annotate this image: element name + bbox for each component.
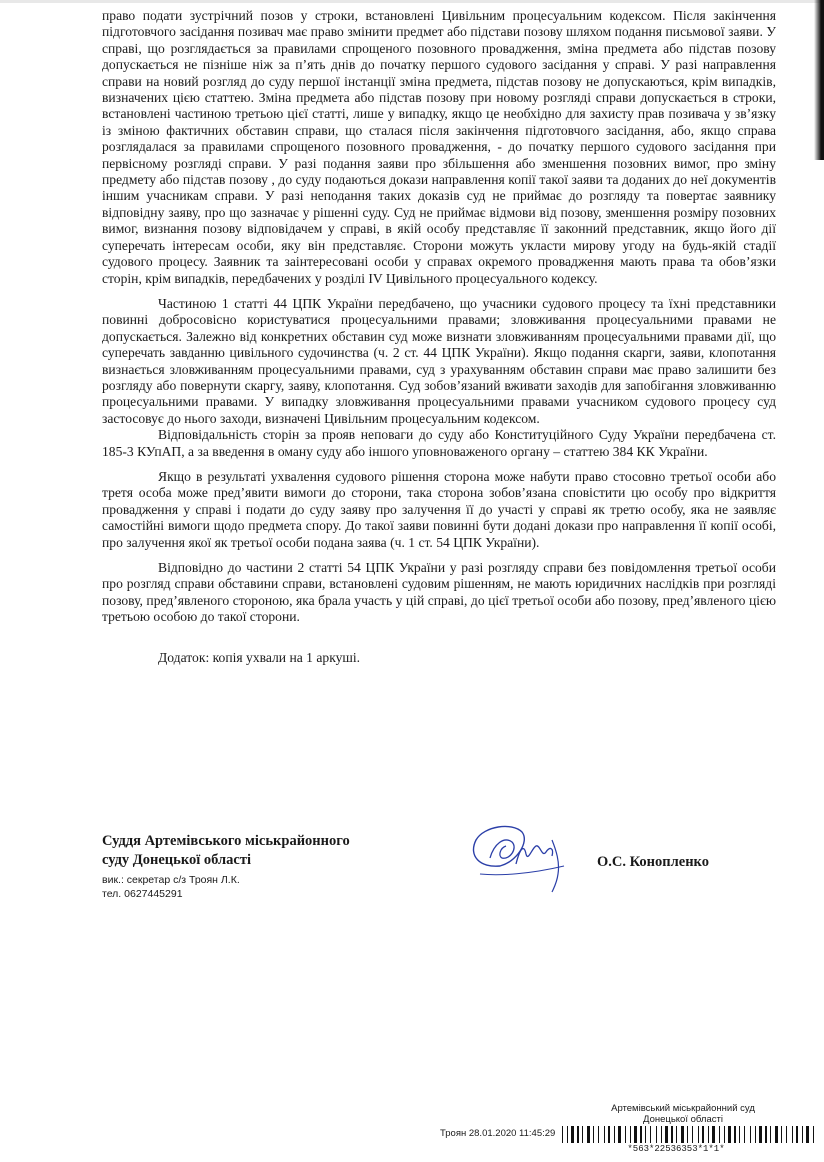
barcode-bar: [724, 1126, 725, 1143]
barcode-bar: [625, 1126, 626, 1143]
judge-name: О.С. Конопленко: [597, 854, 709, 870]
judge-title-line2: суду Донецької області: [102, 852, 252, 868]
barcode-bar: [618, 1126, 621, 1143]
document-body: [102, 8, 776, 666]
barcode-bar: [577, 1126, 579, 1143]
barcode-bar: [571, 1126, 574, 1143]
barcode-bar: [640, 1126, 642, 1143]
paragraph-rights: право подати зустрічний позов у строки, встановлені Цивільним процесуальним кодексом. Після закінчення підготовчого засідання позивач має право змінити предмет або підстави позову шляхом подання письмової заяви. У справі, що розглядається за правилами спрощеного позовного провадження, зміна предмета або підстав позову допускається не пізніше ніж за п’ять днів до початку першого судового засідання у справі. У разі направлення справи на новий розгляд до суду першої інстанції зміна предмета, підстав позову не допускаються, крім випадків, визначених цією статтею. Зміна предмета або підстав позову при новому розгляді справи допускається в строки, встановлені частиною третьою цієї статті, лише у випадку, якщо це необхідно для захисту прав позивача у зв’язку із зміною фактичних обставин справи, що сталася після закінчення підготовчого засідання, або, якщо справа розглядалася за правилами спрощеного позовного провадження, - до початку першого судового засідання при первісному розгляді справи. У разі подання заяви про збільшення або зменшення позовних вимог, про зміну предмету або підстав позову , до суду подаються докази направлення копії такої заяви та доданих до неї документів іншим учасникам справи. У разі неподання таких доказів суд не приймає до розгляду та повертає заявнику відповідну заяву, про що зазначає у рішенні суду. Суд не приймає відмови від позову, зменшення розміру позовних вимог, визнання позову відповідачем у справі, в якій особу представляє її законний представник, якщо його дії суперечать інтересам особи, яку він представляє. Сторони можуть укласти мирову угоду на будь-якій стадії судового процесу. Заявник та заінтересовані особи у справах окремого провадження мають права та обов’язки сторін, крім випадків, передбачених у розділі IV Цивільного процесуального кодексу.: [102, 8, 776, 286]
barcode: [562, 1126, 818, 1143]
barcode-bar: [650, 1126, 651, 1143]
paragraph-liability: Відповідальність сторін за прояв неповаги до суду або Конституційного Суду України передбачена ст. 185-3 КУпАП, а за введення в оману суду або іншого уповноваженого органу – статтею 384 КК України.: [102, 427, 776, 459]
barcode-bar: [661, 1126, 662, 1143]
barcode-bar: [687, 1126, 688, 1143]
barcode-bar: [681, 1126, 684, 1143]
barcode-bar: [630, 1126, 631, 1143]
barcode-bar: [593, 1126, 594, 1143]
executor-info: [102, 873, 240, 901]
barcode-bar: [813, 1126, 814, 1143]
scan-edge-top: [0, 0, 824, 3]
court-name-line1: Артемівський міськрайонний суд: [611, 1103, 755, 1114]
barcode-bar: [567, 1126, 568, 1143]
judge-title: [102, 832, 350, 870]
attachment-note: Додаток: копія ухвали на 1 аркуші.: [158, 649, 361, 665]
phone-line: тел. 0627445291: [102, 888, 183, 900]
barcode-bar: [728, 1126, 731, 1143]
barcode-bar: [806, 1126, 809, 1143]
barcode-bar: [604, 1126, 605, 1143]
barcode-bar: [645, 1126, 646, 1143]
barcode-bar: [708, 1126, 709, 1143]
barcode-bar: [775, 1126, 778, 1143]
court-name-line2: Донецької області: [643, 1114, 723, 1125]
executor-line: вик.: секретар с/з Троян Л.К.: [102, 874, 240, 886]
barcode-bar: [676, 1126, 677, 1143]
barcode-bar: [698, 1126, 699, 1143]
scan-shadow-right: [814, 0, 824, 160]
barcode-bar: [665, 1126, 668, 1143]
barcode-bar: [765, 1126, 767, 1143]
barcode-bar: [712, 1126, 715, 1143]
barcode-bar: [796, 1126, 798, 1143]
paragraph-third-party: Якщо в результаті ухвалення судового рішення сторона може набути право стосовно третьої особи або третя особа може пред’явити вимоги до сторони, така сторона зобов’язана сповістити цю особу про відкриття провадження у справі і подати до суду заяву про залучення її до участі у справі як третю особу, яка не заявляє самостійні вимоги щодо предмета спору. До такої заяви повинні бути додані докази про направлення її копії особі, про залучення якої як третьої особи подана заява (ч. 1 ст. 54 ЦПК України).: [102, 468, 776, 550]
barcode-bar: [786, 1126, 787, 1143]
barcode-bar: [734, 1126, 736, 1143]
barcode-bar: [614, 1126, 615, 1143]
barcode-bar: [755, 1126, 756, 1143]
barcode-bar: [770, 1126, 771, 1143]
barcode-bar: [634, 1126, 637, 1143]
barcode-number: *563*22536353*1*1*: [627, 1144, 725, 1154]
barcode-bar: [792, 1126, 793, 1143]
barcode-bar: [582, 1126, 583, 1143]
barcode-bar: [608, 1126, 610, 1143]
barcode-bar: [598, 1126, 599, 1143]
barcode-bar: [587, 1126, 590, 1143]
handwritten-signature: [460, 818, 578, 898]
barcode-bar: [750, 1126, 751, 1143]
paragraph-abuse-of-rights: Частиною 1 статті 44 ЦПК України передбачено, що учасники судового процесу та їхні представники повинні добросовісно користуватися процесуальними правами; зловживання процесуальними правами не допускається. Залежно від конкретних обставин суд може визнати зловживанням процесуальними правами дії, що суперечать завданню цивільного судочинства (ч. 2 ст. 44 ЦПК України). Якщо подання скарги, заяви, клопотання визнається зловживанням процесуальними правами, суд з урахуванням обставин справи має право залишити без розгляду або повернути скаргу, заяву, клопотання. Суд зобов’язаний вживати заходів для запобігання зловживанню процесуальними правами. У випадку зловживання процесуальними правами учасником судового процесу суд застосовує до нього заходи, визначені Цивільним процесуальним кодексом.: [102, 295, 776, 426]
barcode-bar: [759, 1126, 762, 1143]
barcode-bar: [692, 1126, 693, 1143]
paragraph-third-party-consequences: Відповідно до частини 2 статті 54 ЦПК України у разі розгляду справи без повідомлення третьої особи про розгляд справи обставини справи, встановлені судовим рішенням, не мають юридичних наслідків при розгляді позову, пред’явленого стороною, яка брала участь у цій справі, до цієї третьої особи або позову, пред’явленого цією третьою особою до такої сторони.: [102, 560, 776, 625]
barcode-bar: [562, 1126, 563, 1143]
barcode-bar: [802, 1126, 803, 1143]
court-registration-stamp: [578, 1103, 788, 1125]
barcode-bar: [781, 1126, 782, 1143]
barcode-bar: [656, 1126, 657, 1143]
barcode-bar: [744, 1126, 745, 1143]
registration-stamp: Троян 28.01.2020 11:45:29: [440, 1128, 556, 1139]
barcode-bar: [739, 1126, 740, 1143]
signature-block: [102, 832, 776, 912]
barcode-bar: [671, 1126, 673, 1143]
barcode-bar: [702, 1126, 704, 1143]
barcode-bar: [719, 1126, 720, 1143]
judge-title-line1: Суддя Артемівського міськрайонного: [102, 833, 350, 849]
